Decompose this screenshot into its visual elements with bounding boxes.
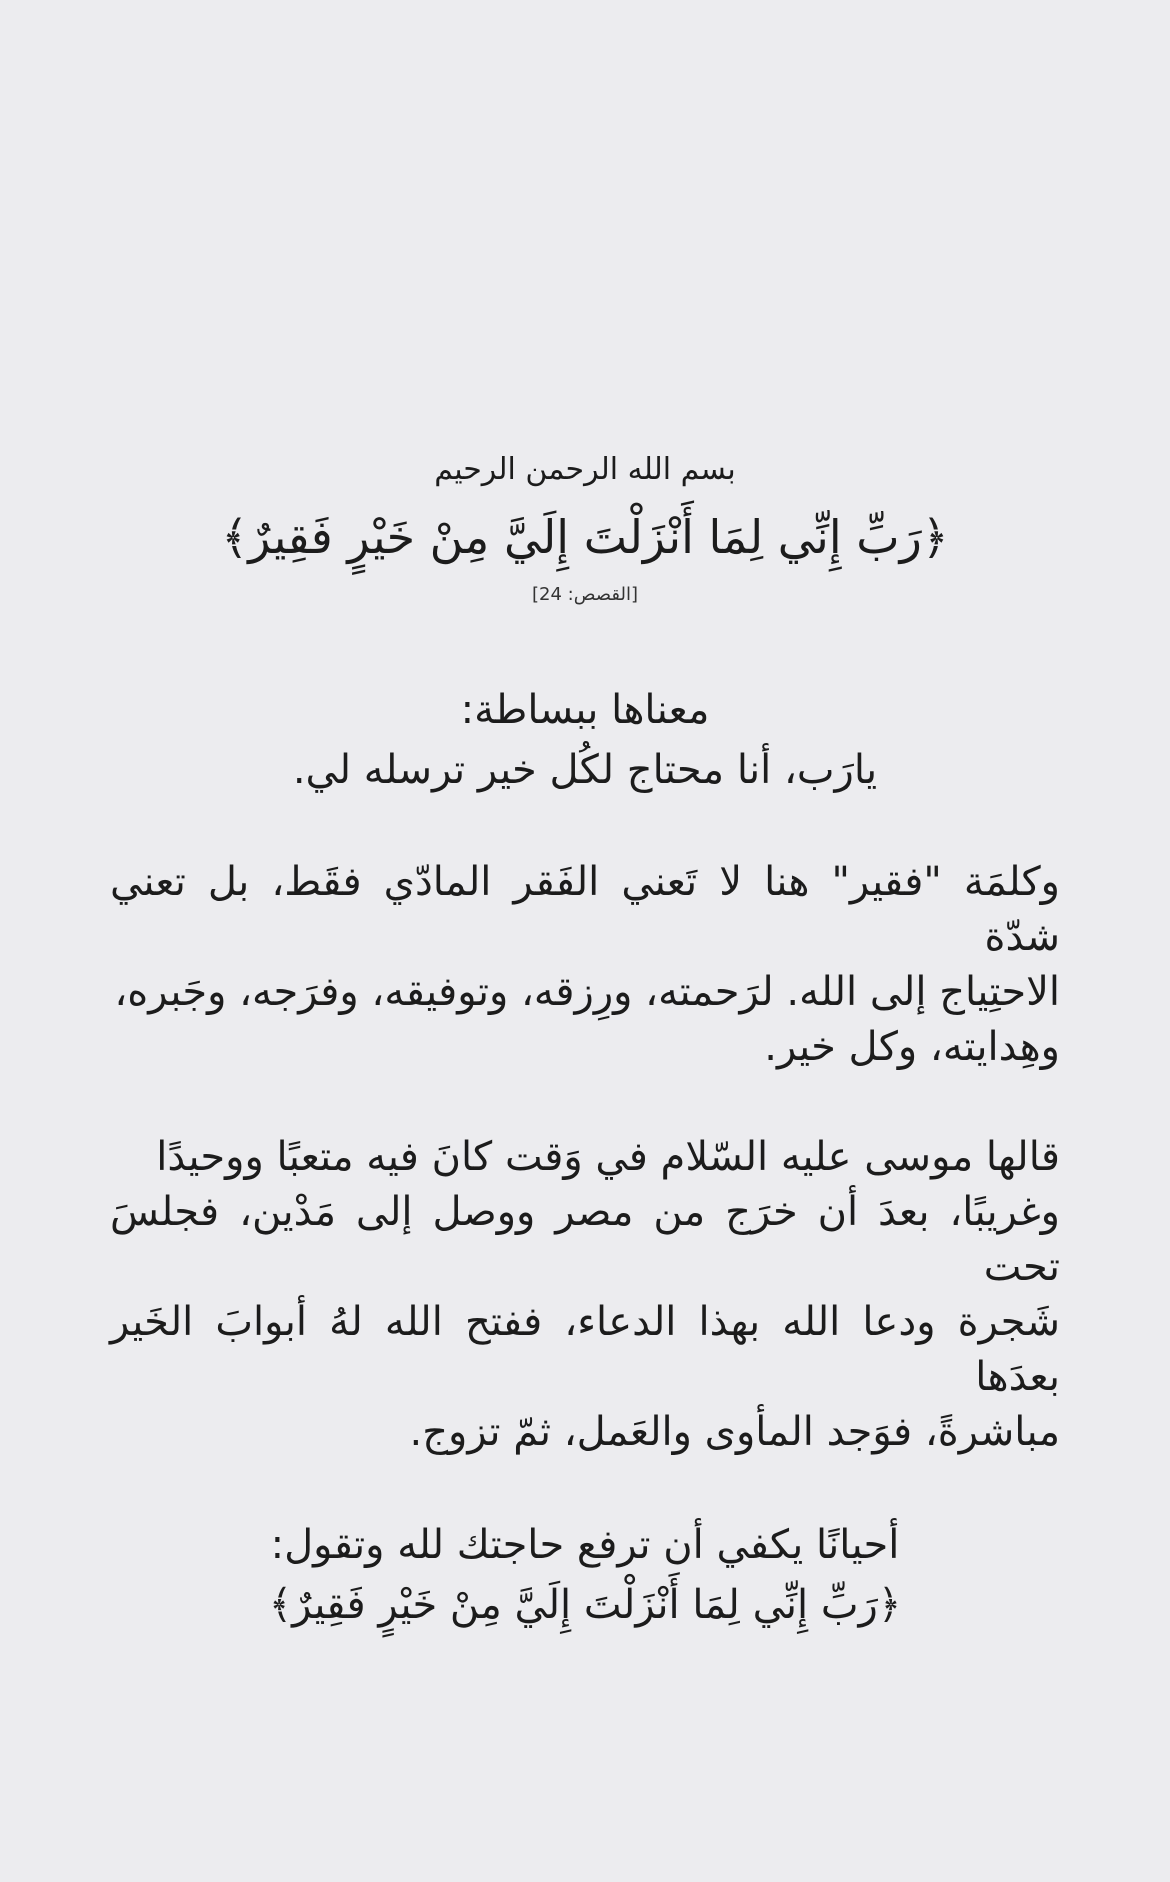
verse-heading: ﴿رَبِّ إِنِّي لِمَا أَنْزَلْتَ إِلَيَّ مِنْ خَيْرٍ فَقِيرٌ﴾ [221, 510, 949, 564]
basmala: بسم الله الرحمن الرحيم [434, 452, 736, 487]
story-paragraph [110, 1130, 1060, 1460]
meaning-title: معناها ببساطة: [460, 687, 710, 733]
explanation-paragraph [110, 855, 1060, 1075]
explanation-line: وهِدايته، وكل خير. [764, 1024, 1060, 1070]
body-text [110, 680, 1060, 1635]
meaning-section [110, 680, 1060, 800]
explanation-line: وكلمَة "فقير" هنا لا تَعني الفَقر المادّي فقَط، بل تعني شدّة [110, 859, 1060, 960]
story-line: شَجرة ودعا الله بهذا الدعاء، ففتح الله لهُ أبوابَ الخَير بعدَها [110, 1299, 1060, 1400]
story-line: مباشرةً، فوَجد المأوى والعَمل، ثمّ تزوج. [409, 1409, 1060, 1455]
closing-verse: ﴿رَبِّ إِنِّي لِمَا أَنْزَلْتَ إِلَيَّ مِنْ خَيْرٍ فَقِيرٌ﴾ [268, 1582, 902, 1628]
story-line: قالها موسى عليه السّلام في وَقت كانَ فيه متعبًا ووحيدًا [156, 1134, 1060, 1180]
meaning-text: يارَب، أنا محتاج لكُل خير ترسله لي. [292, 747, 878, 793]
verse-reference: [القصص: 24] [532, 584, 638, 605]
header-block [0, 448, 1170, 608]
closing-intro: أحيانًا يكفي أن ترفع حاجتك لله وتقول: [270, 1522, 900, 1568]
story-line: وغريبًا، بعدَ أن خرَج من مصر ووصل إلى مَدْين، فجلسَ تحت [110, 1189, 1060, 1290]
explanation-line: الاحتِياج إلى الله. لرَحمته، ورِزقه، وتوفيقه، وفرَجه، وجَبره، [114, 969, 1060, 1015]
closing-section [110, 1515, 1060, 1635]
